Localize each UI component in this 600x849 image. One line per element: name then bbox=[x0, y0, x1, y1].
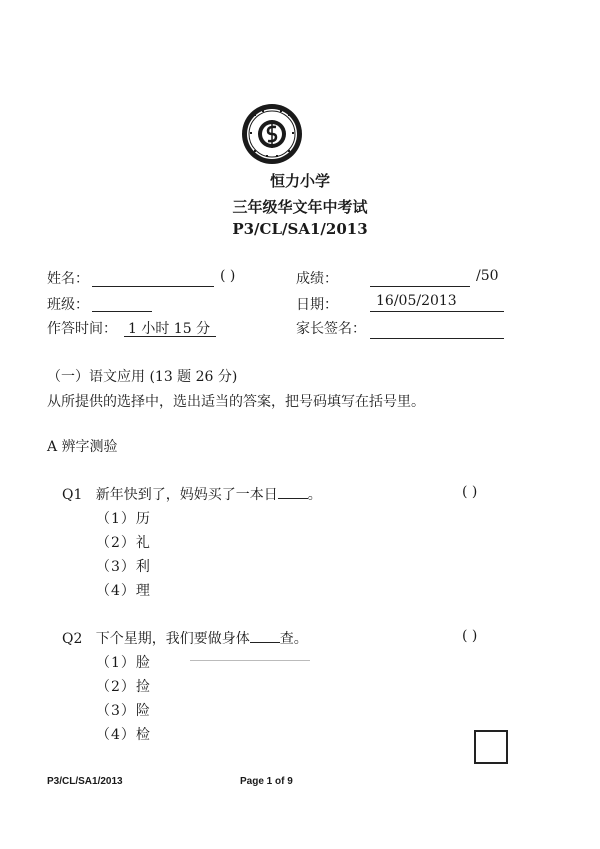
exam-title: 三年级华文年中考试 bbox=[232, 198, 368, 216]
time-underline bbox=[124, 336, 216, 337]
question-number: Q2 bbox=[62, 631, 83, 647]
school-crest-icon bbox=[240, 102, 304, 166]
question-1 bbox=[62, 484, 322, 504]
school-name: 恒力小学 bbox=[269, 172, 330, 190]
option-q2-2: （2）捡 bbox=[96, 679, 151, 695]
answer-blank bbox=[250, 630, 280, 643]
option-q1-3: （3）利 bbox=[96, 559, 151, 575]
footer-page-number: Page 1 of 9 bbox=[240, 776, 293, 787]
parent-sign-label: 家长签名： bbox=[296, 321, 366, 337]
name-field[interactable] bbox=[92, 286, 214, 287]
question-stem-end: 。 bbox=[307, 487, 322, 503]
answer-blank bbox=[278, 486, 308, 499]
option-q2-3: （3）险 bbox=[96, 703, 151, 719]
part-a-heading: A 辨字测验 bbox=[47, 439, 118, 455]
parent-sign-field[interactable] bbox=[370, 338, 504, 339]
time-value: 1 小时 15 分 bbox=[128, 321, 211, 337]
option-q2-4: （4）检 bbox=[96, 727, 151, 743]
section-instruction: 从所提供的选择中，选出适当的答案，把号码填写在括号里。 bbox=[47, 394, 425, 410]
class-label: 班级： bbox=[47, 297, 89, 313]
option-q1-1: （1）历 bbox=[96, 511, 151, 527]
score-box bbox=[474, 730, 508, 764]
question-number: Q1 bbox=[62, 487, 83, 503]
class-field[interactable] bbox=[92, 311, 152, 312]
footer-code: P3/CL/SA1/2013 bbox=[47, 776, 123, 787]
name-paren: ( ) bbox=[220, 268, 236, 284]
paper-code: P3/CL/SA1/2013 bbox=[232, 220, 368, 238]
option-q1-4: （4）理 bbox=[96, 583, 151, 599]
score-label: 成绩： bbox=[296, 271, 338, 287]
question-stem: 下个星期，我们要做身体 bbox=[95, 631, 250, 647]
option-q2-1: （1）脸 bbox=[96, 655, 151, 671]
score-field[interactable] bbox=[370, 286, 470, 287]
date-value: 16/05/2013 bbox=[376, 293, 457, 309]
score-total: /50 bbox=[476, 268, 499, 284]
date-underline bbox=[370, 311, 504, 312]
question-stem-end: 查。 bbox=[279, 631, 308, 647]
answer-paren-q1[interactable]: ( ) bbox=[462, 484, 478, 500]
time-label: 作答时间： bbox=[47, 321, 117, 337]
question-2 bbox=[62, 628, 308, 648]
scan-artifact bbox=[190, 660, 310, 661]
question-stem: 新年快到了，妈妈买了一本日 bbox=[95, 487, 278, 503]
option-q1-2: （2）礼 bbox=[96, 535, 151, 551]
name-label: 姓名： bbox=[47, 271, 89, 287]
date-label: 日期： bbox=[296, 297, 338, 313]
section-title: （一）语文应用 (13 题 26 分) bbox=[47, 369, 238, 385]
answer-paren-q2[interactable]: ( ) bbox=[462, 628, 478, 644]
